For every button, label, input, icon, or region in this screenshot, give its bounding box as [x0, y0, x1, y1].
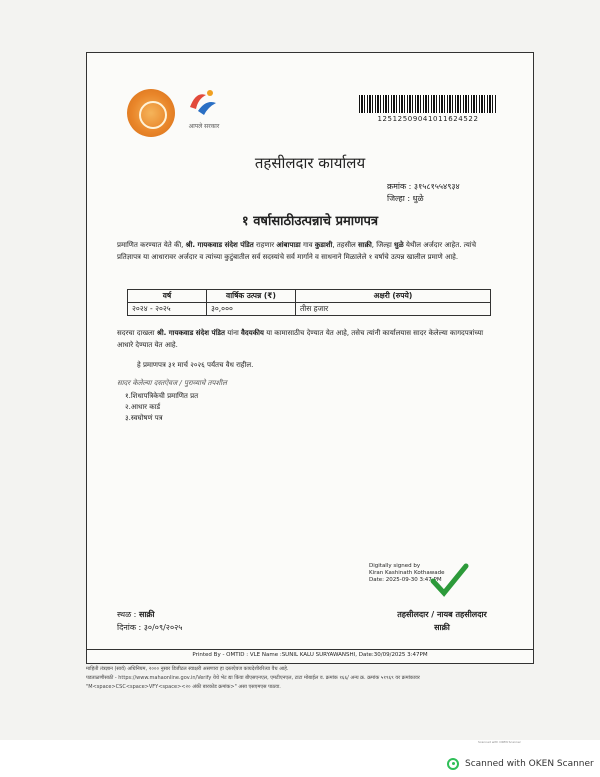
validity-text: हे प्रमाणपत्र ३१ मार्च २०२६ पर्यंतच वैध राहील.	[137, 361, 254, 369]
income-table-header	[128, 290, 491, 303]
col-income: वार्षिक उत्पन्न (₹)	[207, 290, 296, 303]
logo-caption: आपले सरकार	[188, 123, 220, 130]
reference-number: क्रमांक : ३१५८१५५४९३४	[387, 182, 460, 191]
scanner-mini-text: Scanned with OKEN Scanner	[478, 740, 521, 744]
aaple-sarkar-logo-icon	[184, 85, 220, 121]
district-label: जिल्हा : धुळे	[387, 194, 424, 203]
barcode-number: 12512509041011624522	[377, 115, 479, 123]
cell-income: ३०,०००	[207, 303, 296, 316]
cell-year: २०२४ - २०२५	[128, 303, 207, 316]
printed-by-line: Printed By - OMTID : VLE Name :SUNIL KALU SURYAWANSHI, Date:30/09/2025 3:47PM	[87, 649, 533, 658]
applicant-name: श्री. गायकवाड संदेश पंडित	[185, 241, 254, 249]
digital-signature: Digitally signed by Kiran Kashinath Kothawade Date: 2025-09-30 3:47 PM	[369, 563, 445, 583]
emblem-inner-ring	[139, 101, 167, 129]
place-value: साक्री	[138, 610, 155, 619]
certificate-paragraph-2: सदरचा दाखला श्री. गायकवाड संदेश पंडित यांना वैदयकीय या कामासाठीच देण्यात येत आहे, तसेच त्यांनी कार्यालयास सादर केलेल्या कागदपत्रांच्या आधारे देण्यात येत आहे.	[117, 329, 484, 349]
village-name: आंबापाडा	[276, 241, 301, 249]
place-date-block: स्थळ : साक्री दिनांक : ३०/०९/२०२५	[117, 610, 183, 632]
authority-place: साक्री	[434, 623, 450, 632]
date-value: ३०/०९/२०२५	[143, 623, 183, 632]
certificate-paragraph-1: प्रमाणित करण्यात येते की, श्री. गायकवाड संदेश पंडित राहणार आंबापाडा गाव कुडाशी, तहसील साक्री, जिल्हा धुळे येथील अर्जदार आहेत. त्यांचे प्रतिज्ञापत्र या आधारावर अर्जदार व त्यांच्या कुटुंबातील सर्व सदस्यांचे सर्व मार्गाने व साधनाने मिळालेले १ वर्षाचे उत्पन्न खालील प्रमाणे आहे.	[117, 241, 477, 261]
list-item: ३.स्वघोषणं पत्र	[125, 414, 163, 422]
reference-block	[387, 181, 460, 205]
tehsil-name: साक्री	[358, 241, 372, 249]
scanner-label: Scanned with OKEN Scanner	[465, 759, 594, 769]
authority-block	[377, 608, 507, 634]
gaon-name: कुडाशी	[314, 241, 333, 249]
certificate-document	[86, 52, 534, 664]
scanner-watermark	[447, 758, 594, 770]
district-name: धुळे	[394, 241, 404, 249]
purpose: वैदयकीय	[241, 329, 264, 337]
signature-check-icon	[429, 563, 469, 597]
cell-words: तीस हजार	[296, 303, 491, 316]
documents-list	[125, 391, 198, 424]
table-row	[128, 303, 491, 316]
income-table	[127, 289, 491, 316]
certificate-title: १ वर्षासाठीउत्पन्नाचे प्रमाणपत्र	[241, 214, 379, 229]
barcode	[359, 95, 497, 113]
list-item: २.आधार कार्ड	[125, 403, 161, 411]
office-title: तहसीलदार कार्यालय	[254, 154, 366, 172]
list-item: १.शिधापत्रिकेची प्रमाणित प्रत	[125, 392, 199, 400]
documents-title: सादर केलेल्या दस्तऐवज / पुराव्याचे तपशील	[117, 379, 227, 387]
oken-logo-icon	[447, 758, 459, 770]
verification-notes: माहिती तंत्रज्ञान (सार्व) अधिनियम, २००० नुसार डिजीटल स्वाक्षरी असणारा हा दस्तऐवज कायदेशीररित्या वैध आहे. पडताळणीसाठी - https://www.mahaonline.gov.in/Verify येथे भेट द्या किंवा बीएसएनएल, एमटीएनएल, टाटा मोबाईल व. क्रमांक १६६/ अन्य क्र. क्रमांक ५१९६९ वर क्रमांकावर "M<space>CSC<space>VFY<space><२० अंकी बारकोड क्रमांक>" असा एसएमएस पाठवा.	[86, 666, 420, 690]
col-words: अक्षरी (रुपये)	[296, 290, 491, 303]
applicant-name-2: श्री. गायकवाड संदेश पंडित	[156, 329, 225, 337]
authority-title: तहसीलदार / नायब तहसीलदार	[397, 610, 487, 619]
col-year: वर्ष	[128, 290, 207, 303]
